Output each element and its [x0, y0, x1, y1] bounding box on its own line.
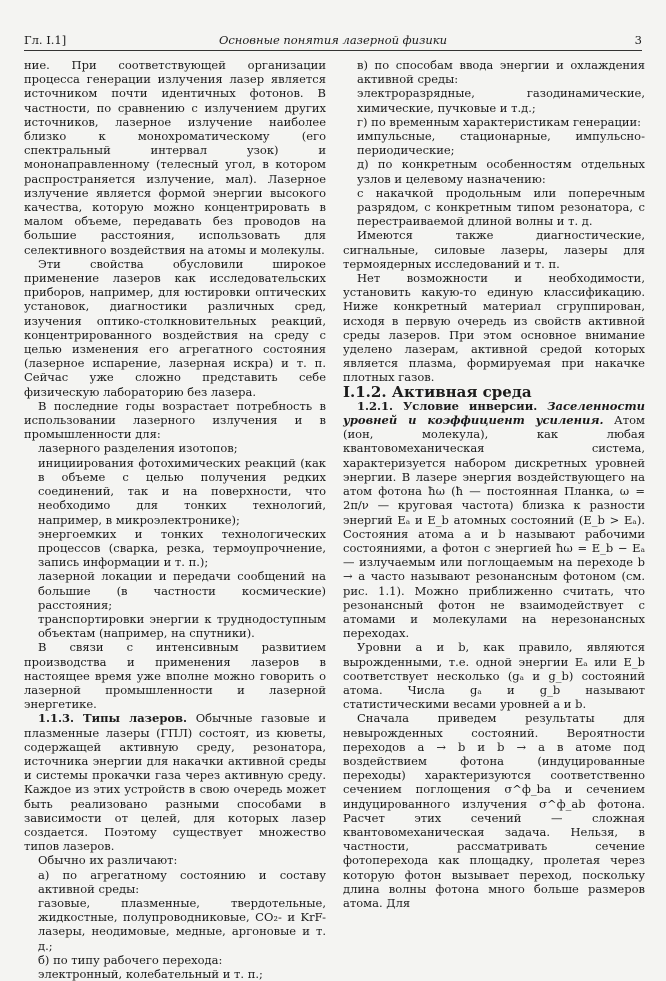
chapter-label: Гл. I.1] [24, 33, 67, 47]
paragraph [24, 711, 326, 853]
list-subitem: импульсные, стационарные, импульсно-периодические; [357, 129, 645, 158]
list-item: а) по агрегатному состоянию и составу активной среды: [38, 867, 326, 896]
paragraph: Сначала приведем результаты для невырожденных состояний. Вероятности переходов a → b и b → a в атоме под воздействием фотона (индуцированные переходы) характеризуются соответственно сечением поглощения σ^ф_ba и сечением индуцированного излучения σ^ф_ab фотона. Расчет этих сечений — сложная квантовомеханическая задача. Нельзя, в частности, рассматривать сечение фотоперехода как площадку, пролетая через которую фотон вызывает переход, поскольку длина волны фотона много больше размеров атома. Для [343, 711, 645, 910]
list-subitem: электроразрядные, газодинамические, химические, пучковые и т.д.; [357, 86, 645, 115]
subsection-heading: 1.1.3. Типы лазеров. [38, 711, 188, 726]
paragraph: В последние годы возрастает потребность в использовании лазерного излучения и в промышленности для: [24, 398, 326, 442]
paragraph: Эти свойства обусловили широкое применение лазеров как исследовательских приборов, например, для юстировки оптических установок, диагностики различных сред, изучения оптико-столкновительных реакций, концентрированного воздействия на среду с целью изменения его агрегатного состояния (лазерное испарение, лазерная искра) и т. п. Сейчас уже сложно представить себе физическую лабораторию без лазера. [24, 256, 326, 399]
paragraph: В связи с интенсивным развитием производства и применения лазеров в настоящее время уже вполне можно говорить о лазерной промышленности и лазерной энергетике. [24, 640, 326, 712]
paragraph: Уровни a и b, как правило, являются вырожденными, т.е. одной энергии Eₐ или E_b соответствует несколько (gₐ и g_b) состояний атома. Числа gₐ и g_b называют статистическими весами уровней a и b. [343, 640, 645, 712]
right-column [343, 58, 645, 910]
subsection-subtitle: Заселенности уровней и коэффициент усиления. [343, 398, 645, 428]
subsection-heading: 1.2.1. Условие инверсии. [357, 398, 538, 413]
list-item: энергоемких и тонких технологических процессов (сварка, резка, термоупрочнение, запись информации и т. п.); [38, 526, 326, 570]
list-subitem: газовые, плазменные, твердотельные, жидкостные, полупроводниковые, CO₂- и KrF-лазеры, неодимовые, медные, аргоновые и т. д.; [38, 895, 326, 953]
paragraph: Обычно их различают: [38, 853, 178, 868]
page-number: 3 [634, 33, 642, 47]
list-subitem: электронный, колебательный и т. п.; [38, 967, 263, 981]
paragraph-text: Обычные газовые и плазменные лазеры (ГПЛ) состоят, из кюветы, содержащей активную среду, резонатора, источника энергии для накачки активной среды и системы прокачки газа через активную среду. Каждое из этих устройств в свою очередь может быть реализовано разными способами в зависимости от целей, для которых лазер создается. Поэтому существует множество типов лазеров. [24, 711, 327, 854]
paragraph: ние. При соответствующей организации процесса генерации излучения лазер является источником почти идентичных фотонов. В частности, по сравнению с излучением других источников, лазерное излучение наиболее близко к монохроматическому (его спектральный интервал узок) и мононаправленному (телесный угол, в котором распространяется излучение, мал). Лазерное излучение является формой энергии высокого качества, которую можно концентрировать в малом объеме, передавать без проводов на большие расстояния, использовать для селективного воздействия на атомы и молекулы. [24, 58, 326, 257]
paragraph [343, 399, 645, 640]
list-item: б) по типу рабочего перехода: [38, 952, 223, 967]
list-item: д) по конкретным особенностям отдельных узлов и целевому назначению: [357, 157, 645, 186]
running-title: Основные понятия лазерной физики [218, 33, 448, 47]
running-header [24, 30, 642, 51]
paragraph: Нет возможности и необходимости, установить какую-то единую классификацию. Ниже конкретный материал сгруппирован, исходя в первую очередь из свойств активной среды лазеров. При этом основное внимание уделено лазерам, активной средой которых является плазма, формируемая при накачке плотных газов. [343, 271, 645, 385]
list-subitem: с накачкой продольным или поперечным разрядом, с конкретным типом резонатора, с перестраиваемой длиной волны и т. д. [357, 185, 645, 229]
list-item: г) по временным характеристикам генерации: [357, 114, 642, 129]
left-column [24, 58, 326, 981]
list-item: инициирования фотохимических реакций (как в объеме с целью получения редких соединений, так и на поверхности, что необходимо для тонких технологий, например, в микроэлектронике); [38, 455, 326, 527]
list-item: лазерного разделения изотопов; [38, 441, 238, 456]
list-item: транспортировки энергии к труднодоступным объектам (например, на спутники). [38, 611, 326, 641]
section-heading: I.1.2. Активная среда [343, 382, 532, 401]
paragraph-text: Атом (ион, молекула), как любая квантовомеханическая система, характеризуется набором дискретных уровней энергии. В лазере энергия воздействующего на атом фотона ħω (ħ — постоянная Планка, ω = 2π/ν — круговая частота) близка к разности энергий Eₐ и E_b атомных состояний (E_b > Eₐ). Состояния атома a и b называют рабочими состояниями, а фотон с энергией ħω = E_b − Eₐ — излучаемым или поглощаемым на переходе b → a часто называют резонансным фотоном (см. рис. 1.1). Можно приближенно считать, что резонансный фотон не взаимодействует с атомами и молекулами на нерезонансных переходах. [343, 413, 645, 641]
paragraph: Имеются также диагностические, сигнальные, силовые лазеры, лазеры для термоядерных исследований и т. п. [343, 228, 645, 271]
list-item: в) по способам ввода энергии и охлаждения активной среды: [357, 58, 645, 87]
list-item: лазерной локации и передачи сообщений на большие (в частности космические) расстояния; [38, 569, 326, 612]
